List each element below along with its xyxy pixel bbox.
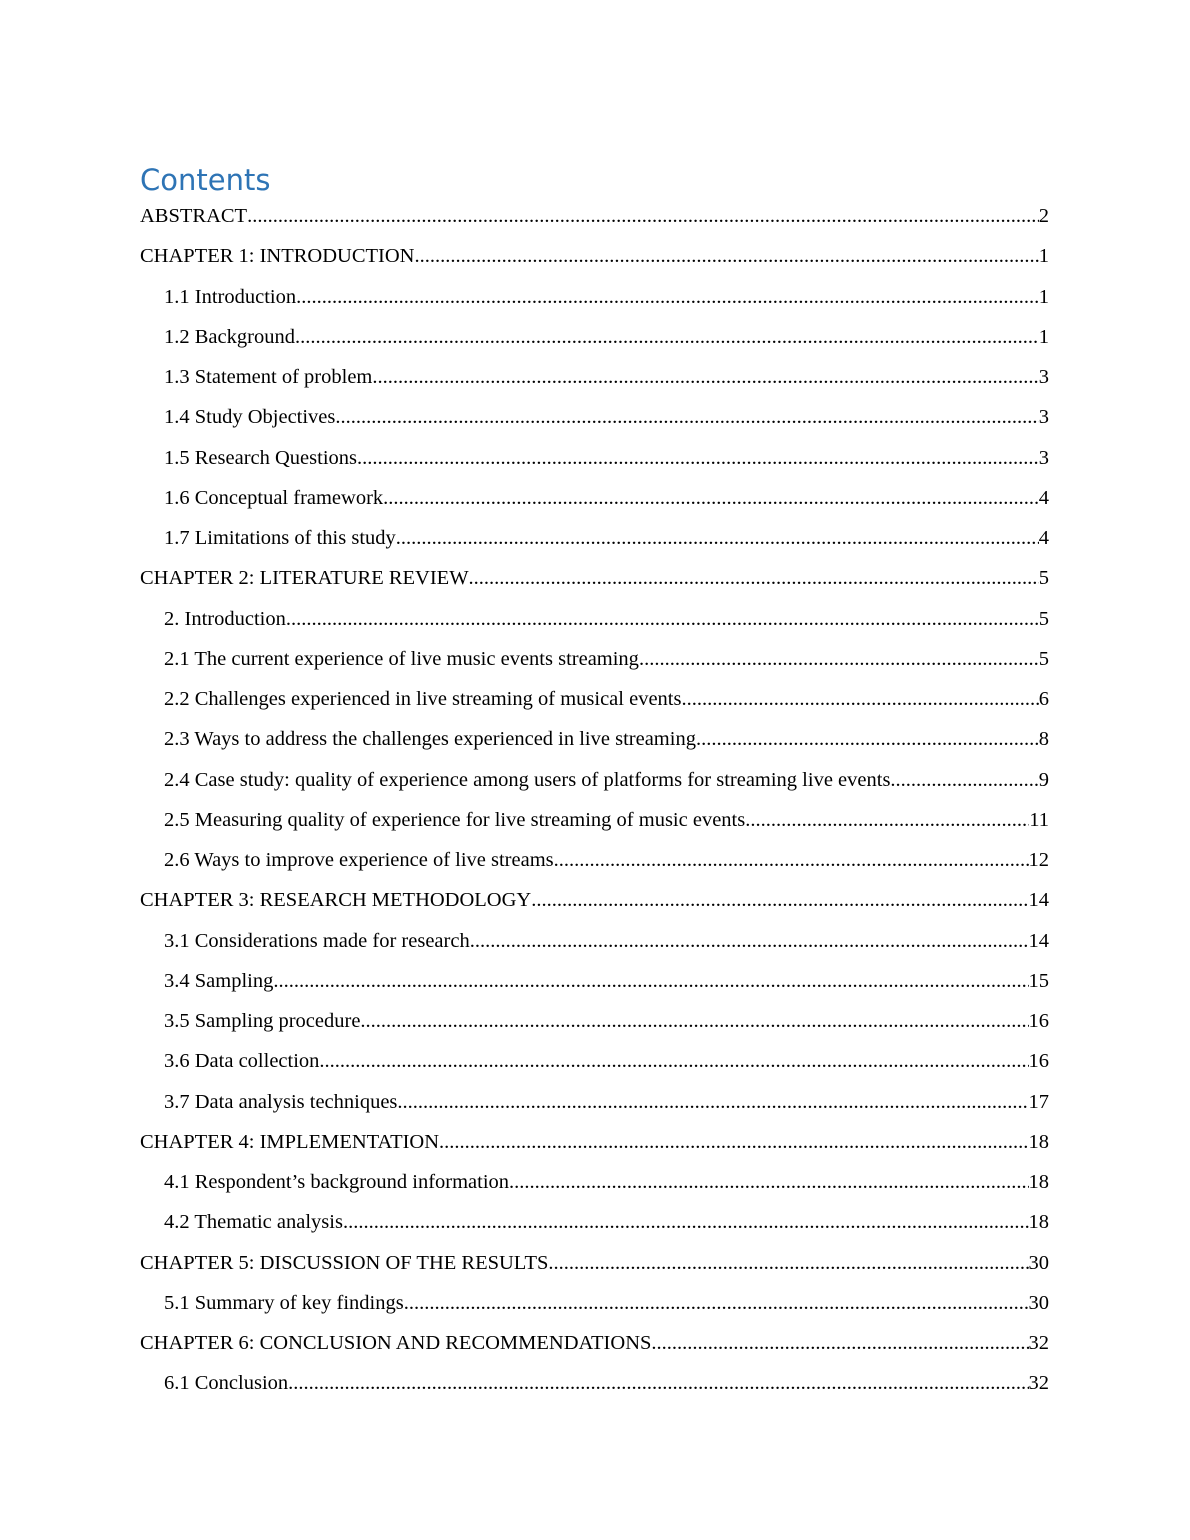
toc-dot-leader	[531, 880, 1028, 920]
toc-dot-leader	[273, 961, 1028, 1001]
toc-entry-title: CHAPTER 2: LITERATURE REVIEW	[140, 567, 469, 590]
toc-entry[interactable]	[140, 478, 1049, 518]
toc-entry-title: 3.4 Sampling	[164, 969, 274, 992]
toc-entry[interactable]	[140, 438, 1049, 478]
toc-entry-title: 2.4 Case study: quality of experience among users of platforms for streaming live events	[164, 768, 891, 791]
toc-dot-leader	[247, 196, 1039, 236]
toc-dot-leader	[745, 800, 1029, 840]
toc-page-number: 30	[1028, 1291, 1049, 1314]
toc-page-number: 18	[1028, 1211, 1049, 1234]
toc-page-number: 4	[1038, 527, 1049, 549]
toc-page-number: 30	[1028, 1251, 1049, 1274]
toc-page-number: 5	[1038, 567, 1049, 590]
toc-entry-title: 3.1 Considerations made for research	[164, 929, 470, 952]
toc-entry[interactable]	[140, 196, 1049, 236]
toc-page-number: 1	[1038, 285, 1049, 308]
toc-entry-title: 4.1 Respondent’s background information	[164, 1171, 510, 1193]
toc-entry[interactable]	[140, 1323, 1049, 1363]
toc-entry[interactable]	[140, 558, 1049, 598]
toc-entry-title: 3.7 Data analysis techniques	[164, 1090, 398, 1113]
toc-page-number: 11	[1029, 808, 1049, 831]
toc-dot-leader	[372, 357, 1038, 397]
toc-dot-leader	[651, 1323, 1028, 1363]
toc-entry[interactable]	[140, 518, 1049, 558]
toc-entry[interactable]	[140, 961, 1049, 1001]
toc-page-number: 32	[1028, 1372, 1049, 1395]
toc-dot-leader	[696, 719, 1039, 759]
toc-dot-leader	[890, 760, 1038, 800]
toc-title: Contents	[140, 163, 271, 197]
toc-entry[interactable]	[140, 1283, 1049, 1323]
toc-entry-title: ABSTRACT	[140, 205, 248, 227]
toc-page-number: 5	[1038, 607, 1049, 630]
toc-dot-leader	[439, 1122, 1028, 1162]
toc-page-number: 1	[1038, 245, 1049, 268]
toc-page-number: 4	[1038, 486, 1049, 509]
toc-dot-leader	[288, 1363, 1028, 1403]
toc-page-number: 15	[1028, 969, 1049, 992]
toc-dot-leader	[396, 518, 1039, 558]
toc-entry[interactable]	[140, 277, 1049, 317]
toc-page-number: 14	[1028, 889, 1049, 912]
toc-entry[interactable]	[140, 317, 1049, 357]
toc-entry[interactable]	[140, 840, 1049, 880]
toc-dot-leader	[383, 478, 1039, 518]
toc-page-number: 6	[1038, 688, 1049, 710]
toc-dot-leader	[296, 277, 1039, 317]
toc-entry-title: CHAPTER 1: INTRODUCTION	[140, 245, 415, 268]
toc-entry-title: 3.6 Data collection	[164, 1050, 320, 1073]
toc-dot-leader	[286, 599, 1039, 639]
toc-dot-leader	[554, 840, 1029, 880]
toc-page-number: 8	[1038, 728, 1049, 751]
toc-page-number: 9	[1038, 768, 1049, 791]
toc-entry[interactable]	[140, 800, 1049, 840]
toc-page-number: 5	[1038, 647, 1049, 670]
toc-entry-title: 1.6 Conceptual framework	[164, 486, 384, 509]
toc-page-number: 18	[1028, 1130, 1049, 1153]
toc-entry-title: 3.5 Sampling procedure	[164, 1010, 361, 1032]
toc-dot-leader	[469, 558, 1039, 598]
toc-entry[interactable]	[140, 719, 1049, 759]
toc-page-number: 1	[1038, 325, 1049, 348]
toc-entry-title: 6.1 Conclusion	[164, 1372, 289, 1395]
toc-entry[interactable]	[140, 236, 1049, 276]
toc-entry[interactable]	[140, 1202, 1049, 1242]
toc-page-number: 3	[1038, 406, 1049, 429]
toc-entry-title: CHAPTER 6: CONCLUSION AND RECOMMENDATIONS	[140, 1332, 652, 1354]
toc-dot-leader	[404, 1283, 1029, 1323]
toc-entry-title: 2.1 The current experience of live music events streaming	[164, 647, 639, 670]
toc-page-number: 3	[1038, 446, 1049, 469]
toc-entry[interactable]	[140, 1122, 1049, 1162]
toc-entry-title: 1.5 Research Questions	[164, 446, 357, 469]
toc-entry[interactable]	[140, 760, 1049, 800]
toc-entry[interactable]	[140, 880, 1049, 920]
toc-entry-title: 1.2 Background	[164, 325, 295, 348]
toc-dot-leader	[397, 1082, 1028, 1122]
toc-entry-title: 1.1 Introduction	[164, 285, 297, 308]
toc-entry-title: CHAPTER 4: IMPLEMENTATION	[140, 1130, 440, 1153]
toc-entry-title: 2.5 Measuring quality of experience for live streaming of music events	[164, 808, 746, 831]
toc-entry-title: 5.1 Summary of key findings	[164, 1291, 404, 1314]
toc-page-number: 16	[1028, 1010, 1049, 1032]
toc-dot-leader	[509, 1162, 1028, 1202]
toc-page-number: 14	[1028, 929, 1049, 952]
toc-entry-title: 2.3 Ways to address the challenges experienced in live streaming	[164, 728, 696, 751]
toc-dot-leader	[357, 438, 1039, 478]
toc-dot-leader	[295, 317, 1039, 357]
toc-entry[interactable]	[140, 599, 1049, 639]
toc-entry-title: 2.2 Challenges experienced in live streaming of musical events	[164, 688, 682, 710]
toc-dot-leader	[360, 1001, 1028, 1041]
toc-entry-title: CHAPTER 5: DISCUSSION OF THE RESULTS	[140, 1251, 549, 1274]
toc-entry-title: 4.2 Thematic analysis	[164, 1211, 343, 1234]
toc-entry[interactable]	[140, 1243, 1049, 1283]
toc-entry-title: 1.3 Statement of problem	[164, 366, 373, 388]
toc-page-number: 18	[1028, 1171, 1049, 1193]
toc-entry-title: CHAPTER 3: RESEARCH METHODOLOGY	[140, 889, 532, 912]
toc-entry[interactable]	[140, 1001, 1049, 1041]
toc-entry-title: 2.6 Ways to improve experience of live streams	[164, 849, 554, 871]
toc-page-number: 2	[1038, 205, 1049, 227]
toc-page-number: 32	[1028, 1332, 1049, 1354]
toc-entry[interactable]	[140, 397, 1049, 437]
toc-page-number: 16	[1028, 1050, 1049, 1073]
toc-entry[interactable]	[140, 639, 1049, 679]
toc-dot-leader	[548, 1243, 1028, 1283]
toc-dot-leader	[343, 1202, 1029, 1242]
toc-page-number: 12	[1028, 849, 1049, 871]
toc-page-number: 3	[1038, 366, 1049, 388]
toc-list	[140, 196, 1049, 1404]
toc-dot-leader	[335, 397, 1038, 437]
toc-entry[interactable]	[140, 1363, 1049, 1403]
toc-dot-leader	[414, 236, 1038, 276]
toc-entry[interactable]	[140, 357, 1049, 397]
toc-entry-title: 2. Introduction	[164, 607, 286, 630]
toc-entry[interactable]	[140, 679, 1049, 719]
toc-entry-title: 1.7 Limitations of this study	[164, 527, 396, 549]
toc-entry-title: 1.4 Study Objectives	[164, 406, 336, 429]
toc-dot-leader	[639, 639, 1039, 679]
toc-entry[interactable]	[140, 921, 1049, 961]
toc-entry[interactable]	[140, 1082, 1049, 1122]
toc-entry[interactable]	[140, 1162, 1049, 1202]
toc-page-number: 17	[1028, 1090, 1049, 1113]
toc-entry[interactable]	[140, 1041, 1049, 1081]
toc-dot-leader	[470, 921, 1029, 961]
toc-dot-leader	[681, 679, 1038, 719]
toc-dot-leader	[319, 1041, 1028, 1081]
